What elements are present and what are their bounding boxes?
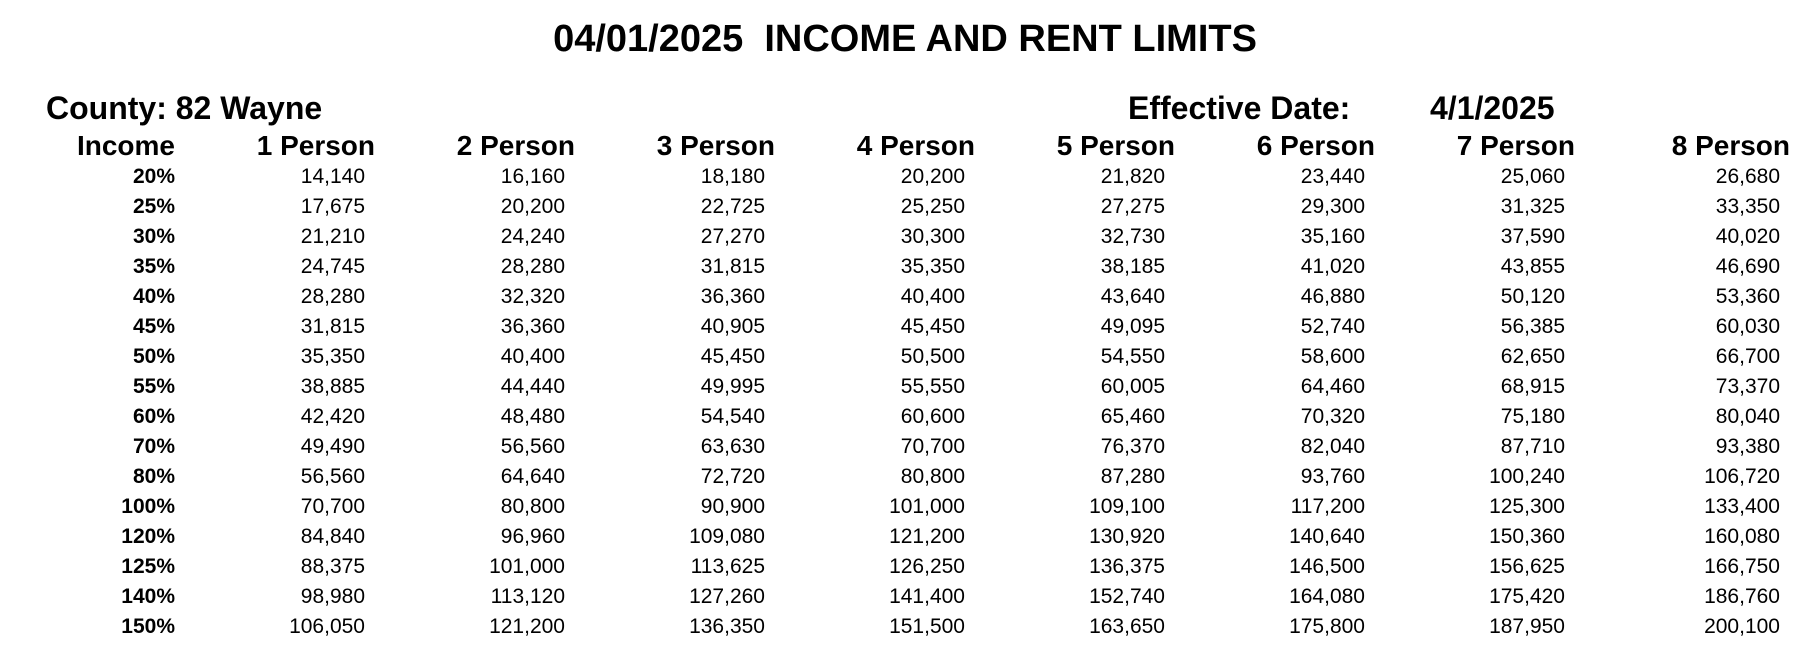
- limit-value-cell: 35,160: [1300, 225, 1365, 248]
- limit-value-cell: 49,095: [1100, 315, 1165, 338]
- limit-value-cell: 156,625: [1489, 555, 1565, 578]
- limit-value-cell: 125,300: [1489, 495, 1565, 518]
- limit-value-cell: 62,650: [1500, 345, 1565, 368]
- limit-value-cell: 40,400: [500, 345, 565, 368]
- limit-value-cell: 93,760: [1300, 465, 1365, 488]
- limit-value-cell: 151,500: [889, 615, 965, 638]
- table-row: [0, 402, 1810, 432]
- limit-value-cell: 46,880: [1300, 285, 1365, 308]
- limit-value-cell: 106,050: [289, 615, 365, 638]
- limit-value-cell: 52,740: [1300, 315, 1365, 338]
- limit-value-cell: 40,905: [700, 315, 765, 338]
- table-header-row: [0, 128, 1810, 162]
- table-row: [0, 582, 1810, 612]
- limit-value-cell: 28,280: [300, 285, 365, 308]
- income-percent-cell: 125%: [121, 555, 175, 578]
- limit-value-cell: 60,005: [1100, 375, 1165, 398]
- income-limits-table: [0, 128, 1810, 642]
- table-row: [0, 192, 1810, 222]
- limit-value-cell: 163,650: [1089, 615, 1165, 638]
- limit-value-cell: 54,540: [700, 405, 765, 428]
- limit-value-cell: 121,200: [489, 615, 565, 638]
- table-row: [0, 162, 1810, 192]
- limit-value-cell: 164,080: [1289, 585, 1365, 608]
- limit-value-cell: 27,275: [1100, 195, 1165, 218]
- column-header-income: Income: [76, 130, 175, 161]
- income-percent-cell: 150%: [121, 615, 175, 638]
- table-row: [0, 492, 1810, 522]
- income-percent-cell: 25%: [132, 195, 175, 218]
- table-row: [0, 462, 1810, 492]
- income-percent-cell: 35%: [132, 255, 175, 278]
- column-header-4-person: 4 Person: [856, 130, 975, 161]
- limit-value-cell: 49,490: [300, 435, 365, 458]
- limit-value-cell: 41,020: [1300, 255, 1365, 278]
- limit-value-cell: 14,140: [300, 165, 365, 188]
- table-row: [0, 432, 1810, 462]
- limit-value-cell: 20,200: [900, 165, 965, 188]
- income-percent-cell: 100%: [121, 495, 175, 518]
- table-row: [0, 252, 1810, 282]
- limit-value-cell: 36,360: [500, 315, 565, 338]
- limit-value-cell: 64,640: [500, 465, 565, 488]
- income-percent-cell: 50%: [132, 345, 175, 368]
- limit-value-cell: 28,280: [500, 255, 565, 278]
- limit-value-cell: 175,420: [1489, 585, 1565, 608]
- limit-value-cell: 40,400: [900, 285, 965, 308]
- limit-value-cell: 65,460: [1100, 405, 1165, 428]
- income-percent-cell: 55%: [132, 375, 175, 398]
- limit-value-cell: 43,640: [1100, 285, 1165, 308]
- limit-value-cell: 32,320: [500, 285, 565, 308]
- limit-value-cell: 16,160: [500, 165, 565, 188]
- limit-value-cell: 36,360: [700, 285, 765, 308]
- limit-value-cell: 50,500: [900, 345, 965, 368]
- limit-value-cell: 80,040: [1715, 405, 1780, 428]
- income-percent-cell: 80%: [132, 465, 175, 488]
- limit-value-cell: 45,450: [900, 315, 965, 338]
- limit-value-cell: 31,325: [1500, 195, 1565, 218]
- limit-value-cell: 27,270: [700, 225, 765, 248]
- limit-value-cell: 68,915: [1500, 375, 1565, 398]
- limit-value-cell: 18,180: [700, 165, 765, 188]
- limit-value-cell: 50,120: [1500, 285, 1565, 308]
- limit-value-cell: 55,550: [900, 375, 965, 398]
- limit-value-cell: 37,590: [1500, 225, 1565, 248]
- limit-value-cell: 43,855: [1500, 255, 1565, 278]
- limit-value-cell: 33,350: [1715, 195, 1780, 218]
- limit-value-cell: 48,480: [500, 405, 565, 428]
- limit-value-cell: 73,370: [1715, 375, 1780, 398]
- income-percent-cell: 30%: [132, 225, 175, 248]
- limit-value-cell: 136,350: [689, 615, 765, 638]
- table-row: [0, 552, 1810, 582]
- limit-value-cell: 31,815: [300, 315, 365, 338]
- limit-value-cell: 32,730: [1100, 225, 1165, 248]
- income-percent-cell: 70%: [132, 435, 175, 458]
- limit-value-cell: 24,240: [500, 225, 565, 248]
- limit-value-cell: 60,600: [900, 405, 965, 428]
- limit-value-cell: 175,800: [1289, 615, 1365, 638]
- limit-value-cell: 56,560: [500, 435, 565, 458]
- limit-value-cell: 22,725: [700, 195, 765, 218]
- county-value: 82 Wayne: [175, 90, 323, 126]
- table-row: [0, 282, 1810, 312]
- limit-value-cell: 25,060: [1500, 165, 1565, 188]
- page-title: 04/01/2025 INCOME AND RENT LIMITS: [553, 18, 1257, 60]
- column-header-8-person: 8 Person: [1671, 130, 1790, 161]
- limit-value-cell: 75,180: [1500, 405, 1565, 428]
- table-body: [0, 162, 1810, 642]
- limit-value-cell: 66,700: [1715, 345, 1780, 368]
- limit-value-cell: 87,280: [1100, 465, 1165, 488]
- income-percent-cell: 60%: [132, 405, 175, 428]
- limit-value-cell: 46,690: [1715, 255, 1780, 278]
- limit-value-cell: 35,350: [300, 345, 365, 368]
- limit-value-cell: 87,710: [1500, 435, 1565, 458]
- table-row: [0, 222, 1810, 252]
- limit-value-cell: 166,750: [1704, 555, 1780, 578]
- limit-value-cell: 133,400: [1704, 495, 1780, 518]
- limit-value-cell: 141,400: [889, 585, 965, 608]
- table-row: [0, 372, 1810, 402]
- limit-value-cell: 101,000: [889, 495, 965, 518]
- limit-value-cell: 160,080: [1704, 525, 1780, 548]
- limit-value-cell: 152,740: [1089, 585, 1165, 608]
- limit-value-cell: 113,625: [690, 555, 765, 578]
- column-header-5-person: 5 Person: [1056, 130, 1175, 161]
- table-row: [0, 312, 1810, 342]
- income-percent-cell: 40%: [132, 285, 175, 308]
- effective-date-label: Effective Date:: [1128, 90, 1351, 126]
- limit-value-cell: 38,185: [1100, 255, 1165, 278]
- income-percent-cell: 140%: [121, 585, 175, 608]
- limit-value-cell: 136,375: [1089, 555, 1165, 578]
- column-header-7-person: 7 Person: [1456, 130, 1575, 161]
- limit-value-cell: 53,360: [1715, 285, 1780, 308]
- limit-value-cell: 80,800: [500, 495, 565, 518]
- effective-date-value: 4/1/2025: [1430, 90, 1555, 126]
- limit-value-cell: 186,760: [1704, 585, 1780, 608]
- limit-value-cell: 127,260: [689, 585, 765, 608]
- column-header-6-person: 6 Person: [1256, 130, 1375, 161]
- limit-value-cell: 64,460: [1300, 375, 1365, 398]
- limit-value-cell: 20,200: [500, 195, 565, 218]
- limit-value-cell: 106,720: [1704, 465, 1780, 488]
- table-row: [0, 522, 1810, 552]
- limit-value-cell: 40,020: [1715, 225, 1780, 248]
- limit-value-cell: 42,420: [300, 405, 365, 428]
- limit-value-cell: 60,030: [1715, 315, 1780, 338]
- limit-value-cell: 109,100: [1089, 495, 1165, 518]
- limit-value-cell: 38,885: [300, 375, 365, 398]
- limit-value-cell: 101,000: [489, 555, 565, 578]
- limit-value-cell: 146,500: [1289, 555, 1365, 578]
- limit-value-cell: 24,745: [300, 255, 365, 278]
- limit-value-cell: 80,800: [900, 465, 965, 488]
- county-line: [46, 90, 322, 127]
- limit-value-cell: 70,320: [1300, 405, 1365, 428]
- income-percent-cell: 120%: [121, 525, 175, 548]
- limit-value-cell: 72,720: [700, 465, 765, 488]
- column-header-3-person: 3 Person: [656, 130, 775, 161]
- limit-value-cell: 109,080: [689, 525, 765, 548]
- limit-value-cell: 76,370: [1100, 435, 1165, 458]
- limit-value-cell: 187,950: [1489, 615, 1565, 638]
- limit-value-cell: 31,815: [700, 255, 765, 278]
- limit-value-cell: 90,900: [700, 495, 765, 518]
- limit-value-cell: 29,300: [1300, 195, 1365, 218]
- limit-value-cell: 56,560: [300, 465, 365, 488]
- limit-value-cell: 93,380: [1715, 435, 1780, 458]
- limit-value-cell: 150,360: [1489, 525, 1565, 548]
- limit-value-cell: 140,640: [1289, 525, 1365, 548]
- limit-value-cell: 35,350: [900, 255, 965, 278]
- limit-value-cell: 21,210: [300, 225, 365, 248]
- limit-value-cell: 100,240: [1489, 465, 1565, 488]
- limit-value-cell: 54,550: [1100, 345, 1165, 368]
- limit-value-cell: 84,840: [300, 525, 365, 548]
- limit-value-cell: 88,375: [300, 555, 365, 578]
- income-percent-cell: 20%: [132, 165, 175, 188]
- limit-value-cell: 70,700: [900, 435, 965, 458]
- column-header-1-person: 1 Person: [256, 130, 375, 161]
- table-row: [0, 342, 1810, 372]
- limit-value-cell: 30,300: [900, 225, 965, 248]
- limit-value-cell: 117,200: [1290, 495, 1365, 518]
- limit-value-cell: 113,120: [490, 585, 565, 608]
- limit-value-cell: 130,920: [1089, 525, 1165, 548]
- limit-value-cell: 82,040: [1300, 435, 1365, 458]
- limit-value-cell: 63,630: [700, 435, 765, 458]
- limit-value-cell: 21,820: [1100, 165, 1165, 188]
- county-label: County:: [46, 90, 167, 126]
- limit-value-cell: 56,385: [1500, 315, 1565, 338]
- limit-value-cell: 45,450: [700, 345, 765, 368]
- income-percent-cell: 45%: [132, 315, 175, 338]
- limit-value-cell: 17,675: [300, 195, 365, 218]
- limit-value-cell: 26,680: [1715, 165, 1780, 188]
- limit-value-cell: 25,250: [900, 195, 965, 218]
- limit-value-cell: 58,600: [1300, 345, 1365, 368]
- limit-value-cell: 126,250: [889, 555, 965, 578]
- column-header-2-person: 2 Person: [456, 130, 575, 161]
- table-row: [0, 612, 1810, 642]
- limit-value-cell: 70,700: [300, 495, 365, 518]
- limit-value-cell: 200,100: [1704, 615, 1780, 638]
- limit-value-cell: 23,440: [1300, 165, 1365, 188]
- limit-value-cell: 49,995: [700, 375, 765, 398]
- limit-value-cell: 44,440: [500, 375, 565, 398]
- limit-value-cell: 96,960: [500, 525, 565, 548]
- limit-value-cell: 98,980: [300, 585, 365, 608]
- limit-value-cell: 121,200: [889, 525, 965, 548]
